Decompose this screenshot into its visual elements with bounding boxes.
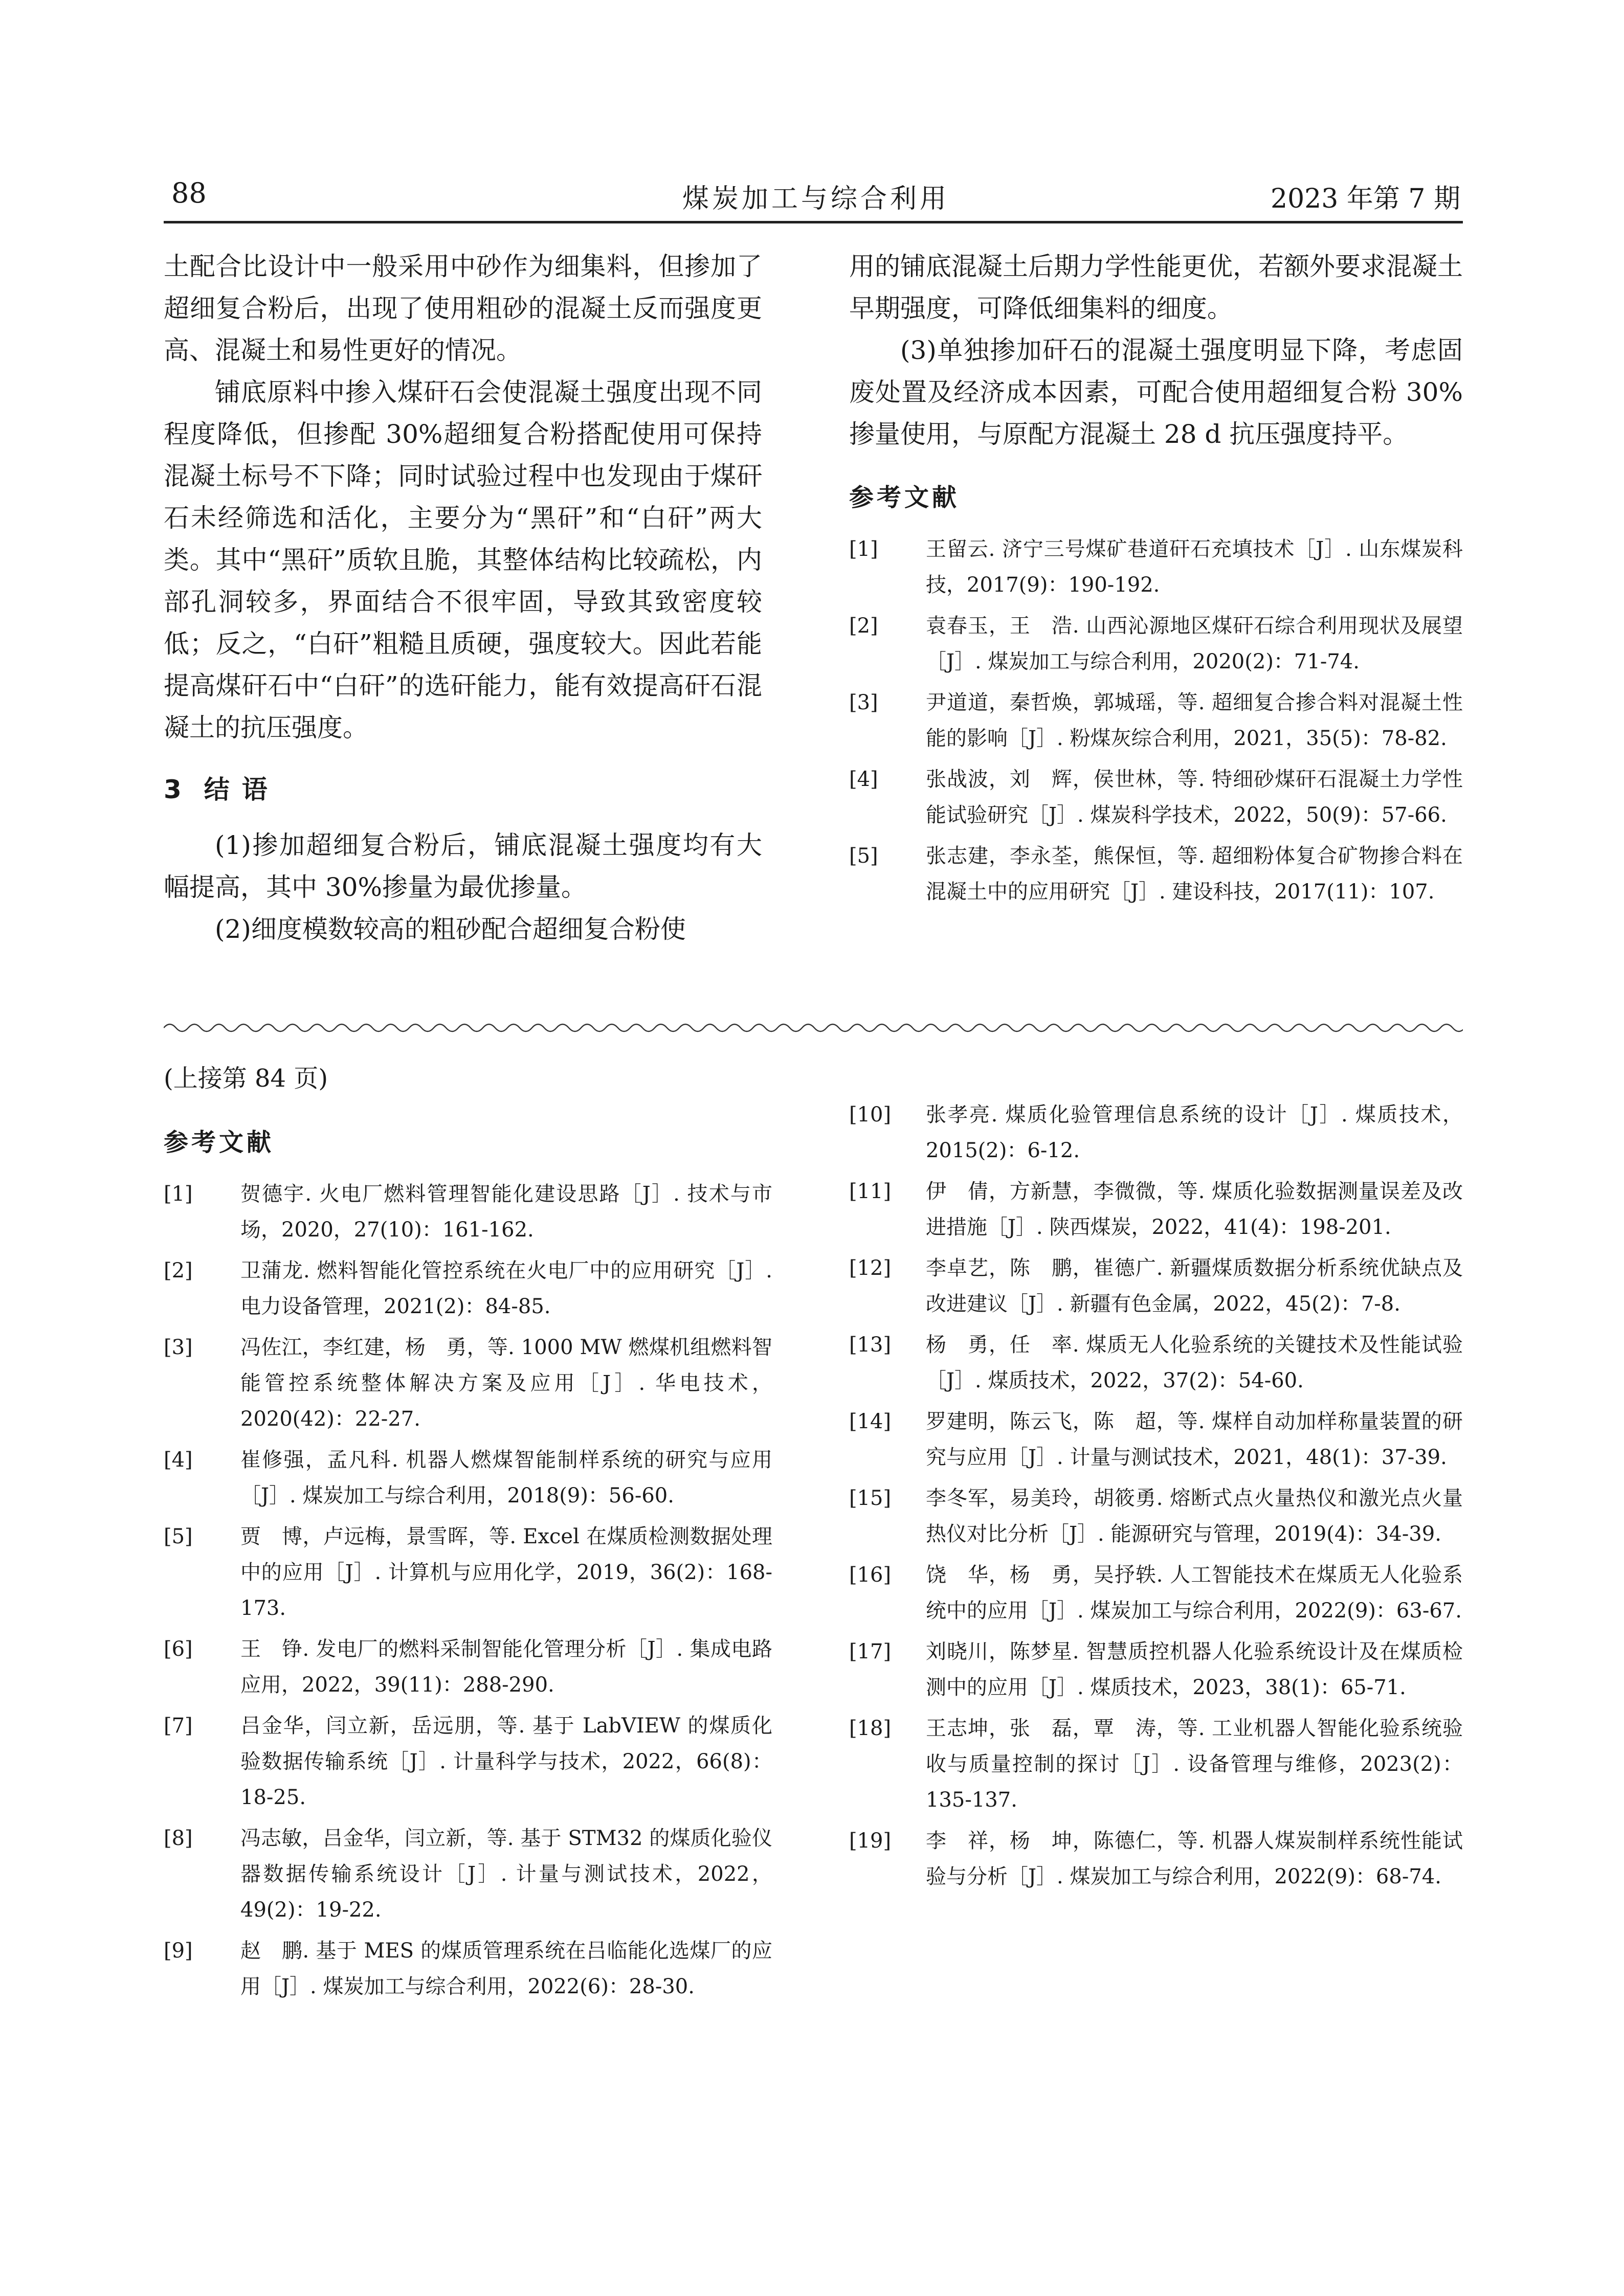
wave-divider [164,1020,1463,1036]
section-title: 结语 [204,775,280,804]
reference-item [849,531,1463,603]
reference-text: 贺德宇. 火电厂燃料管理智能化建设思路［J］. 技术与市场，2020，27(10)：161-162. [240,1182,772,1242]
reference-item [164,1442,772,1514]
reference-text: 王志坤，张 磊，覃 涛，等. 工业机器人智能化验系统验收与质量控制的探讨［J］. 设备管理与维修，2023(2)：135-137. [926,1717,1463,1812]
reference-text: 贾 博，卢远梅，景雪晖，等. Excel 在煤质检测数据处理中的应用［J］. 计算机与应用化学，2019，36(2)：168-173. [240,1525,772,1620]
reference-item [849,1174,1463,1245]
reference-item [164,1519,772,1626]
reference-item [164,1933,772,2005]
reference-item [849,1404,1463,1475]
body-paragraph: 土配合比设计中一般采用中砂作为细集料，但掺加了超细复合粉后，出现了使用粗砂的混凝土反而强度更高、混凝土和易性更好的情况。 [164,252,762,365]
reference-item [164,1708,772,1815]
reference-text: 尹道道，秦哲焕，郭城瑶，等. 超细复合掺合料对混凝土性能的影响［J］. 粉煤灰综合利用，2021，35(5)：78-82. [926,691,1463,750]
issue-label: 2023 年第 7 期 [1270,184,1460,214]
conclusion-item: (1)掺加超细复合粉后，铺底混凝土强度均有大幅提高，其中 30%掺量为最优掺量。 [164,830,762,902]
reference-index: [1] [164,1182,193,1206]
reference-item [849,608,1463,680]
reference-text: 饶 华，杨 勇，吴抒轶. 人工智能技术在煤质无人化验系统中的应用［J］. 煤炭加工与综合利用，2022(9)：63-67. [926,1563,1463,1623]
reference-list [164,1176,772,2005]
upper-left-column [164,245,762,950]
reference-index: [4] [164,1448,193,1472]
reference-text: 张战波，刘 辉，侯世林，等. 特细砂煤矸石混凝土力学性能试验研究［J］. 煤炭科学技术，2022，50(9)：57-66. [926,768,1463,827]
reference-text: 杨 勇，任 率. 煤质无人化验系统的关键技术及性能试验［J］. 煤质技术，2022，37(2)：54-60. [926,1333,1463,1392]
reference-item [849,761,1463,833]
reference-text: 李 祥，杨 坤，陈德仁，等. 机器人煤炭制样系统性能试验与分析［J］. 煤炭加工与综合利用，2022(9)：68-74. [926,1829,1463,1888]
reference-index: [7] [164,1714,193,1738]
reference-text: 王留云. 济宁三号煤矿巷道矸石充填技术［J］. 山东煤炭科技，2017(9)：190-192. [926,537,1463,597]
running-header [171,177,1460,214]
reference-text: 袁春玉，王 浩. 山西沁源地区煤矸石综合利用现状及展望［J］. 煤炭加工与综合利用，2020(2)：71-74. [926,614,1463,673]
reference-text: 罗建明，陈云飞，陈 超，等. 煤样自动加样称量装置的研究与应用［J］. 计量与测试技术，2021，48(1)：37-39. [926,1410,1463,1469]
reference-index: [2] [849,614,878,638]
reference-item [849,1327,1463,1399]
reference-index: [6] [164,1637,193,1661]
reference-item [849,1250,1463,1322]
reference-item [164,1253,772,1324]
reference-item [164,1330,772,1437]
reference-index: [1] [849,537,878,561]
journal-name: 煤炭加工与综合利用 [682,184,949,214]
reference-index: [3] [164,1336,193,1359]
reference-index: [14] [849,1410,892,1433]
reference-index: [3] [849,691,878,714]
upper-right-column [849,245,1463,915]
page-number: 88 [171,177,207,209]
reference-item [849,1480,1463,1552]
conclusion-item: (2)细度模数较高的粗砂配合超细复合粉使 [215,914,686,944]
reference-index: [4] [849,768,878,791]
reference-index: [5] [164,1525,193,1548]
reference-item [164,1631,772,1703]
reference-index: [19] [849,1829,892,1853]
reference-item [849,1097,1463,1168]
reference-item [849,838,1463,910]
reference-text: 赵 鹏. 基于 MES 的煤质管理系统在吕临能化选煤厂的应用［J］. 煤炭加工与综合利用，2022(6)：28-30. [240,1939,772,1998]
references-heading: 参考文献 [849,483,960,512]
reference-index: [17] [849,1640,892,1663]
reference-item [849,1710,1463,1818]
reference-index: [2] [164,1259,193,1282]
reference-list [849,531,1463,910]
header-rule [164,221,1463,223]
reference-text: 崔修强，孟凡科. 机器人燃煤智能制样系统的研究与应用［J］. 煤炭加工与综合利用，2018(9)：56-60. [240,1448,772,1507]
reference-text: 张志建，李永荃，熊保恒，等. 超细粉体复合矿物掺合料在混凝土中的应用研究［J］. 建设科技，2017(11)：107. [926,844,1463,904]
section-heading [164,769,762,806]
reference-item [849,1634,1463,1705]
reference-text: 冯志敏，吕金华，闫立新，等. 基于 STM32 的煤质化验仪器数据传输系统设计［J］. 计量与测试技术，2022，49(2)：19-22. [240,1827,772,1922]
reference-item [849,1557,1463,1629]
reference-text: 李冬军，易美玲，胡筱勇. 熔断式点火量热仪和激光点火量热仪对比分析［J］. 能源研究与管理，2019(4)：34-39. [926,1487,1463,1546]
reference-index: [12] [849,1256,892,1280]
references-heading: 参考文献 [164,1128,275,1157]
reference-index: [15] [849,1487,892,1510]
reference-text: 李卓艺，陈 鹏，崔德广. 新疆煤质数据分析系统优缺点及改进建议［J］. 新疆有色金属，2022，45(2)：7-8. [926,1256,1463,1316]
reference-item [164,1820,772,1928]
reference-item [849,1823,1463,1895]
section-number: 3 [164,775,182,804]
reference-list [849,1097,1463,1895]
body-paragraph: (3)单独掺加矸石的混凝土强度明显下降，考虑固废处置及经济成本因素，可配合使用超细复合粉 30%掺量使用，与原配方混凝土 28 d 抗压强度持平。 [849,335,1463,449]
reference-index: [18] [849,1717,892,1740]
reference-index: [5] [849,844,878,868]
continued-from-note: (上接第 84 页) [164,1064,328,1093]
reference-index: [13] [849,1333,892,1357]
lower-left-column [164,1059,772,2010]
reference-text: 冯佐江，李红建，杨 勇，等. 1000 MW 燃煤机组燃料智能管控系统整体解决方案及应用［J］. 华电技术，2020(42)：22-27. [240,1336,772,1431]
reference-index: [16] [849,1563,892,1587]
lower-right-column [849,1097,1463,1900]
reference-index: [11] [849,1180,892,1203]
reference-index: [10] [849,1103,892,1127]
reference-item [164,1176,772,1248]
reference-index: [8] [164,1827,193,1850]
reference-index: [9] [164,1939,193,1963]
reference-text: 吕金华，闫立新，岳远朋，等. 基于 LabVIEW 的煤质化验数据传输系统［J］. 计量科学与技术，2022，66(8)：18-25. [240,1714,772,1809]
reference-text: 王 铮. 发电厂的燃料采制智能化管理分析［J］. 集成电路应用，2022，39(11)：288-290. [240,1637,772,1697]
body-paragraph: 铺底原料中掺入煤矸石会使混凝土强度出现不同程度降低，但掺配 30%超细复合粉搭配使用可保持混凝土标号不下降；同时试验过程中也发现由于煤矸石未经筛选和活化，主要分为“黑矸”和“白矸”两大类。其中“黑矸”质软且脆，其整体结构比较疏松，内部孔洞较多，界面结合不很牢固，导致其致密度较低；反之，“白矸”粗糙且质硬，强度较大。因此若能提高煤矸石中“白矸”的选矸能力，能有效提高矸石混凝土的抗压强度。 [164,377,762,742]
reference-text: 张孝亮. 煤质化验管理信息系统的设计［J］. 煤质技术，2015(2)：6-12. [926,1103,1463,1162]
reference-text: 刘晓川，陈梦星. 智慧质控机器人化验系统设计及在煤质检测中的应用［J］. 煤质技术，2023，38(1)：65-71. [926,1640,1463,1699]
reference-text: 伊 倩，方新慧，李微微，等. 煤质化验数据测量误差及改进措施［J］. 陕西煤炭，2022，41(4)：198-201. [926,1180,1463,1239]
reference-item [849,685,1463,756]
reference-text: 卫蒲龙. 燃料智能化管控系统在火电厂中的应用研究［J］. 电力设备管理，2021(2)：84-85. [240,1259,772,1318]
body-paragraph: 用的铺底混凝土后期力学性能更优，若额外要求混凝土早期强度，可降低细集料的细度。 [849,252,1463,323]
